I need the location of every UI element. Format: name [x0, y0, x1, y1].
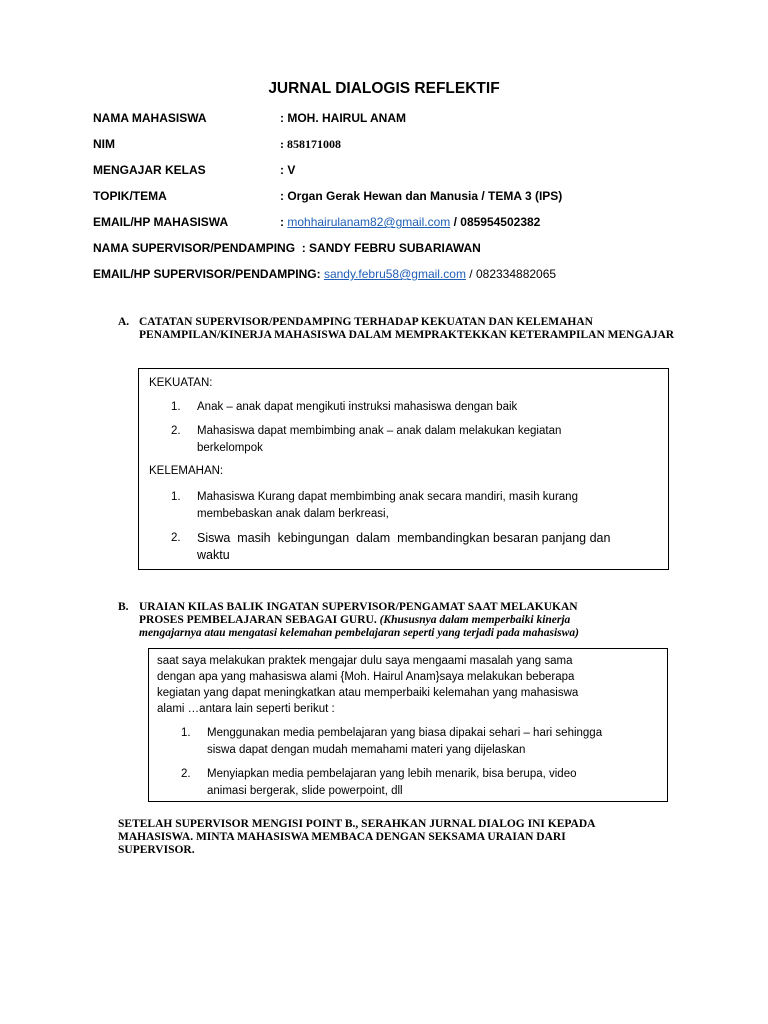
section-b-heading-ital2: mengajarnya atau mengatasi kelemahan pembelajaran seperti yang terjadi pada mahasiswa)	[139, 627, 579, 639]
list-text: Anak – anak dapat mengikuti instruksi mahasiswa dengan baik	[197, 401, 518, 413]
info-row-nama	[93, 111, 406, 126]
supervisor-row	[93, 241, 481, 256]
section-a-box	[138, 368, 669, 570]
intro-line: saat saya melakukan praktek mengajar dulu saya mengaami masalah yang sama	[157, 655, 573, 667]
list-text-cont: waktu	[197, 548, 230, 562]
supervisor-email-label: EMAIL/HP SUPERVISOR/PENDAMPING:	[93, 267, 324, 281]
nim-value: : 858171008	[280, 137, 341, 151]
section-b-box	[148, 648, 668, 802]
nama-value: : MOH. HAIRUL ANAM	[280, 111, 406, 125]
supervisor-line: NAMA SUPERVISOR/PENDAMPING : SANDY FEBRU SUBARIAWAN	[93, 241, 481, 255]
page-title: JURNAL DIALOGIS REFLEKTIF	[268, 80, 500, 97]
footer-line3: SUPERVISOR.	[118, 844, 195, 856]
section-a-text: CATATAN SUPERVISOR/PENDAMPING TERHADAP KEKUATAN DAN KELEMAHAN PENAMPILAN/KINERJA MAHASISWA DALAM MEMPRAKTEKKAN KETERAMPILAN MENGAJAR	[139, 316, 675, 341]
kelas-value: : V	[280, 163, 296, 177]
footer-line2: MAHASISWA. MINTA MAHASISWA MEMBACA DENGAN SEKSAMA URAIAN DARI	[118, 831, 566, 843]
list-text: Menggunakan media pembelajaran yang biasa dipakai sehari – hari sehingga	[207, 727, 603, 739]
section-b-heading	[118, 601, 708, 640]
list-text-cont: membebaskan anak dalam berkreasi,	[197, 508, 389, 520]
topik-value: : Organ Gerak Hewan dan Manusia / TEMA 3 (IPS)	[280, 189, 563, 203]
kelas-label: MENGAJAR KELAS	[93, 163, 206, 177]
footer-instruction	[118, 818, 658, 857]
list-number: 1.	[171, 401, 181, 413]
section-b-heading-ital1: (Khususnya dalam memperbaiki kinerja	[376, 614, 571, 626]
kekuatan-label: KEKUATAN:	[149, 377, 213, 389]
section-b-heading-line2: PROSES PEMBELAJARAN SEBAGAI GURU.	[139, 614, 377, 626]
section-a-letter: A.	[118, 316, 130, 328]
list-text-cont: berkelompok	[197, 442, 263, 454]
supervisor-email-link[interactable]: sandy.febru58@gmail.com	[323, 267, 466, 281]
email-suffix: / 085954502382	[450, 215, 541, 229]
info-row-topik	[93, 189, 563, 204]
intro-line: kegiatan yang dapat meningkatkan atau memperbaiki kelemahan yang mahasiswa	[157, 687, 579, 699]
list-text-cont: animasi bergerak, slide powerpoint, dll	[207, 785, 403, 797]
list-number: 1.	[171, 491, 181, 503]
email-prefix: :	[280, 215, 288, 229]
list-text: Mahasiswa Kurang dapat membimbing anak secara mandiri, masih kurang	[197, 491, 578, 503]
info-row-nim	[93, 137, 341, 152]
email-link[interactable]: mohhairulanam82@gmail.com	[287, 215, 451, 229]
section-b-letter: B.	[118, 601, 129, 613]
section-a-heading	[118, 316, 708, 342]
list-text: Menyiapkan media pembelajaran yang lebih menarik, bisa berupa, video	[207, 768, 577, 780]
list-text: Mahasiswa dapat membimbing anak – anak dalam melakukan kegiatan	[197, 425, 562, 437]
nim-label: NIM	[93, 137, 115, 151]
intro-line: alami …antara lain seperti berikut :	[157, 703, 335, 715]
list-number: 1.	[181, 727, 191, 739]
list-number: 2.	[171, 425, 181, 437]
list-text-cont: siswa dapat dengan mudah memahami materi yang dijelaskan	[207, 744, 526, 756]
info-row-email	[93, 215, 541, 230]
list-text: Siswa masih kebingungan dalam membandingkan besaran panjang dan	[197, 531, 611, 545]
kelemahan-label: KELEMAHAN:	[149, 465, 224, 477]
intro-line: dengan apa yang mahasiswa alami {Moh. Hairul Anam}saya melakukan beberapa	[157, 671, 575, 683]
list-number: 2.	[181, 768, 191, 780]
email-label: EMAIL/HP MAHASISWA	[93, 215, 229, 229]
section-b-heading-line1: URAIAN KILAS BALIK INGATAN SUPERVISOR/PENGAMAT SAAT MELAKUKAN	[139, 601, 578, 613]
info-row-kelas	[93, 163, 296, 178]
supervisor-email-row	[93, 267, 556, 282]
footer-line1: SETELAH SUPERVISOR MENGISI POINT B., SERAHKAN JURNAL DIALOG INI KEPADA	[118, 818, 596, 830]
topik-label: TOPIK/TEMA	[93, 189, 167, 203]
supervisor-email-suffix: / 082334882065	[465, 267, 557, 281]
list-number: 2.	[171, 532, 181, 544]
nama-label: NAMA MAHASISWA	[93, 111, 207, 125]
section-b-intro	[157, 653, 662, 717]
